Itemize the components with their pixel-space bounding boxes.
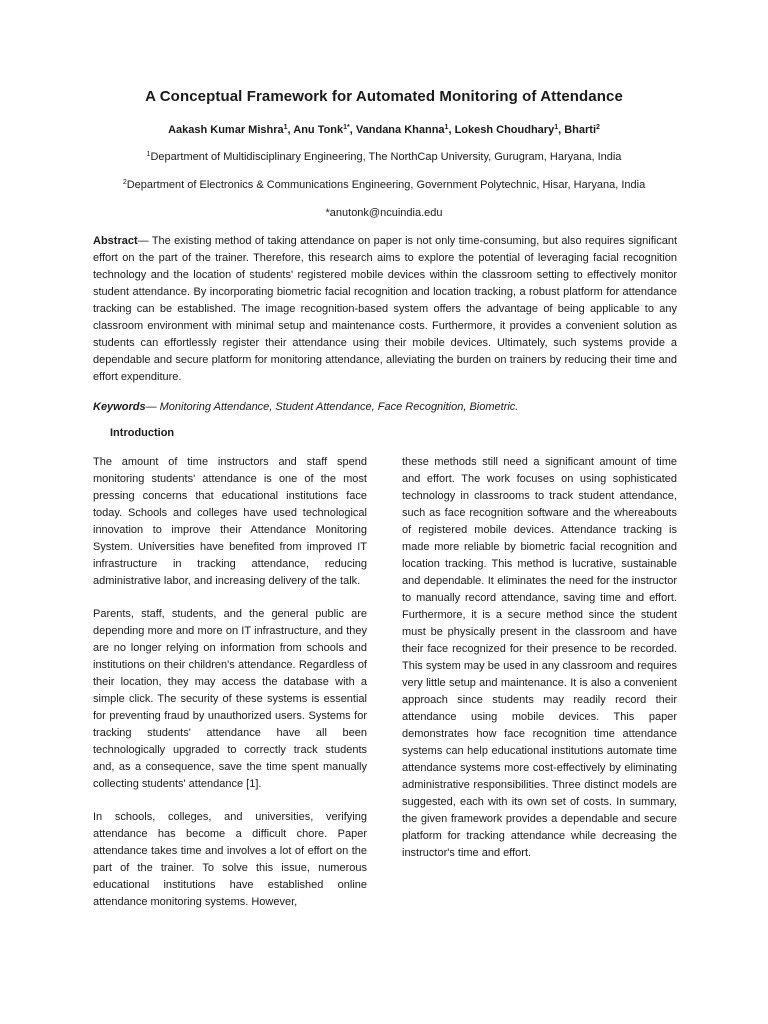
body-paragraph: The amount of time instructors and staff spend monitoring students' attendance is one of the most pressing concerns that educational institutions face today. Schools and colleges have used technological innovation to improve their Attendance Monitoring System. Universities have benefited from improved IT infrastructure in tracking attendance, reducing administrative labor, and increasing delivery of the talk. <box>93 456 367 587</box>
body-paragraph: these methods still need a significant amount of time and effort. The work focuses on using sophisticated technology in classrooms to track student attendance, such as face recognition software and the whereabouts of registered mobile devices. Attendance tracking is made more reliable by biometric facial recognition and location tracking. This method is lucrative, sustainable and dependable. It eliminates the need for the instructor to manually record attendance, saving time and effort. Furthermore, it is a secure method since the student must be physically present in the classroom and have their face recognized for their presence to be recorded. This system may be used in any classroom and requires very little setup and maintenance. It is also a convenient approach since students may readily record their attendance using mobile devices. This paper demonstrates how face recognition time attendance systems can help educational institutions automate time attendance systems more cost-effectively by eliminating administrative responsibilities. Three distinct models are suggested, each with its own set of costs. In summary, the given framework provides a dependable and secure platform for tracking attendance while decreasing the instructor's time and effort. <box>402 456 677 859</box>
author: Bharti$^2$ <box>564 124 600 136</box>
abstract-dash: — <box>137 235 152 247</box>
abstract-label: Abstract <box>93 235 138 247</box>
abstract-text: The existing method of taking attendance on paper is not only time-consuming, but also requires significant effort on the part of the trainer. Therefore, this research aims to explore the potential of leveraging facial recognition technology and the location of students' registered mobile devices within the classroom setting to effectively monitor student attendance. By incorporating biometric facial recognition and location tracking, a robust platform for attendance tracking can be established. The image recognition-based system offers the advantage of being applicable to any classroom environment with minimal setup and maintenance costs. Furthermore, it provides a convenient solution as students can effortlessly register their attendance using their mobile devices. Ultimately, such systems provide a dependable and secure platform for monitoring attendance, alleviating the burden on trainers by reducing their time and effort expenditure. <box>93 235 677 383</box>
body-paragraph: In schools, colleges, and universities, verifying attendance has become a difficult chore. Paper attendance takes time and involves a lot of effort on the part of the trainer. To solve this issue, numerous educational institutions have established online attendance monitoring systems. However, <box>93 811 367 908</box>
author: Lokesh Choudhary$^1$, <box>454 124 565 136</box>
affiliation-2: $^2$Department of Electronics & Communications Engineering, Government Polytechnic, Hisar, Haryana, India <box>122 179 646 191</box>
affiliation-1: $^1$Department of Multidisciplinary Engineering, The NorthCap University, Gurugram, Haryana, India <box>146 151 622 163</box>
keywords-text: Monitoring Attendance, Student Attendance, Face Recognition, Biometric. <box>159 401 519 413</box>
body-paragraph: Parents, staff, students, and the general public are depending more and more on IT infrastructure, and they are no longer relying on information from schools and institutions on their children's attendance. Regardless of their location, they may access the database with a simple click. The security of these systems is essential for preventing fraud by unauthorized users. Systems for tracking students' attendance have all been technologically upgraded to correctly track students and, as a consequence, save the time spent manually collecting students' attendance [1]. <box>93 608 367 790</box>
author: Aakash Kumar Mishra$^1$, <box>168 124 294 136</box>
left-column <box>93 454 367 927</box>
keywords <box>93 399 677 416</box>
author-list <box>0 124 768 136</box>
author: Vandana Khanna$^1$, <box>355 124 455 136</box>
section-heading-introduction: Introduction <box>110 427 175 439</box>
author: Anu Tonk$^{1*}$, <box>293 124 356 136</box>
paper-title: A Conceptual Framework for Automated Monitoring of Attendance <box>145 88 623 105</box>
abstract <box>93 233 677 386</box>
right-column <box>402 454 677 878</box>
corresponding-email: *anutonk@ncuindia.edu <box>325 207 443 219</box>
keywords-label: Keywords <box>93 401 146 413</box>
keywords-dash: — <box>145 401 160 413</box>
